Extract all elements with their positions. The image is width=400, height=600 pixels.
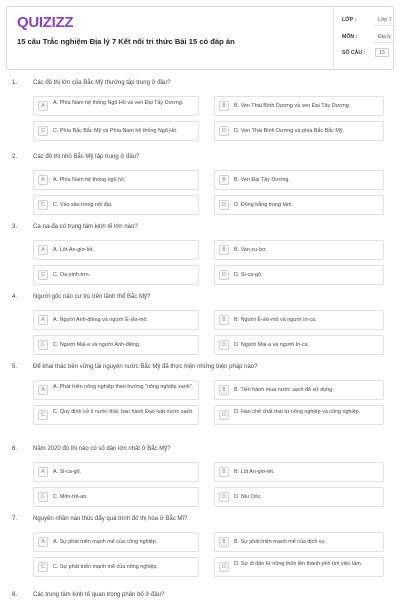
option-b[interactable]	[214, 240, 384, 260]
question-text: Năm 2020 đô thị nào có số dân lớn nhất ở Bắc Mỹ?	[33, 446, 171, 452]
option-text: B. Van-cu-bơ.	[234, 247, 268, 253]
option-text: B. Lốt An-giơ-lét.	[234, 469, 275, 475]
option-c[interactable]	[33, 335, 199, 355]
option-letter: B	[219, 101, 229, 111]
option-text: D. Niu Oóc.	[234, 494, 262, 500]
option-letter: C	[38, 340, 48, 350]
option-text: B. Sự phát triển mạnh mẽ của dịch vụ.	[234, 539, 327, 545]
option-text: C. Người Mai-a và người Anh-điêng.	[53, 342, 141, 348]
option-letter: D	[219, 410, 229, 420]
option-text: B. Ven Đại Tây Dương.	[234, 177, 290, 183]
meta-class-value: Lớp 7	[378, 17, 392, 23]
option-letter: B	[219, 175, 229, 185]
option-letter: A	[38, 101, 48, 111]
option-a[interactable]	[33, 96, 199, 116]
option-letter: A	[38, 537, 48, 547]
option-text: A. Lốt-An-giơ-lét.	[53, 247, 94, 253]
option-text: C. Môn-trê-an.	[53, 494, 88, 500]
option-text: B. Người Ê-xki-mô và người In-ca.	[234, 317, 317, 323]
option-text: A. Phát triển nông nghiệp theo hướng "nông nghiệp xanh".	[53, 384, 194, 390]
option-a[interactable]	[33, 532, 199, 552]
option-letter: D	[219, 340, 229, 350]
option-d[interactable]	[214, 405, 384, 425]
question-number: 1.	[12, 80, 18, 86]
meta-count	[342, 50, 392, 62]
option-letter: A	[38, 175, 48, 185]
option-a[interactable]	[33, 380, 199, 400]
question-text: Để khai thác bền vững tài nguyên nước Bắc Mỹ đã thực hiện những biện pháp nào?	[33, 364, 258, 370]
option-letter: C	[38, 562, 48, 572]
question-number: 5.	[12, 364, 18, 370]
option-d[interactable]	[214, 121, 384, 141]
meta-subject-value: Địa lý	[378, 34, 391, 40]
option-c[interactable]	[33, 405, 199, 425]
option-d[interactable]	[214, 335, 384, 355]
option-d[interactable]	[214, 487, 384, 507]
option-b[interactable]	[214, 380, 384, 400]
option-text: A. Phía Nam hệ thống ngũ hồ.	[53, 177, 126, 183]
option-letter: B	[219, 467, 229, 477]
meta-class	[342, 17, 392, 29]
option-letter: C	[38, 200, 48, 210]
option-letter: D	[219, 126, 229, 136]
question-number: 6.	[12, 446, 18, 452]
option-text: D. Đồng bằng trung tâm.	[234, 202, 294, 208]
option-letter: D	[219, 562, 229, 572]
option-a[interactable]	[33, 170, 199, 190]
meta-class-label: LỚP :	[342, 17, 357, 23]
option-b[interactable]	[214, 96, 384, 116]
option-letter: A	[38, 467, 48, 477]
option-c[interactable]	[33, 487, 199, 507]
question-text: Các đô thị nhỏ Bắc Mỹ tập trung ở đâu?	[33, 154, 140, 160]
option-text: C. Phía Bắc Bắc Mỹ và Phía Nam hệ thống Ngũ Hồ.	[53, 128, 178, 134]
question-text: Nguyên nhân nào thúc đẩy quá trình đô thị hóa ở Bắc Mĩ?	[33, 516, 188, 522]
option-letter: C	[38, 126, 48, 136]
option-text: D. Người Mai-a và người In-ca.	[234, 342, 310, 348]
option-d[interactable]	[214, 557, 384, 577]
meta-divider	[374, 42, 396, 43]
question-number: 3.	[12, 224, 18, 230]
option-text: D. Si-ca-gô.	[234, 272, 263, 278]
worksheet-meta	[333, 7, 395, 69]
option-letter: C	[38, 410, 48, 420]
question-text: Các đô thị lớn của Bắc Mỹ thường tập trung ở đâu?	[33, 80, 171, 86]
option-letter: D	[219, 200, 229, 210]
option-text: A. Si-ca-gô.	[53, 469, 82, 475]
option-letter: A	[38, 315, 48, 325]
option-d[interactable]	[214, 265, 384, 285]
question-text: Các trung tâm kinh tế quan trọng phân bố ở đâu?	[33, 592, 165, 598]
option-b[interactable]	[214, 310, 384, 330]
meta-count-value: 15	[375, 48, 389, 57]
question-number: 2.	[12, 154, 18, 160]
question-text: Người gốc nào cư trú trên lãnh thổ Bắc Mỹ?	[33, 294, 151, 300]
option-letter: C	[38, 270, 48, 280]
option-text: B. Tiến hành mua nước sạch để sử dụng.	[234, 387, 334, 393]
option-c[interactable]	[33, 121, 199, 141]
option-a[interactable]	[33, 310, 199, 330]
option-letter: C	[38, 492, 48, 502]
meta-count-label: SỐ CÂU :	[342, 50, 366, 56]
option-text: D. Ven Thái Bình Dương và phía Bắc Bắc Mỹ.	[234, 128, 345, 134]
option-letter: B	[219, 315, 229, 325]
option-letter: A	[38, 245, 48, 255]
option-text: B. Ven Thái Bình Dương và ven Đại Tây Dương.	[234, 103, 351, 109]
option-d[interactable]	[214, 195, 384, 215]
option-text: A. Phía Nam hệ thống Ngũ Hồ và ven Đại Tây Dương.	[53, 100, 184, 106]
option-b[interactable]	[214, 462, 384, 482]
option-text: D. Hạn chế chất thải từ nông nghiệp và công nghiệp.	[234, 409, 361, 415]
option-letter: D	[219, 270, 229, 280]
question-number: 4.	[12, 294, 18, 300]
option-a[interactable]	[33, 462, 199, 482]
quizizz-logo[interactable]: QUIZIZZ	[17, 14, 74, 31]
option-text: D. Sự di dân từ nông thôn lên thành phố tìm việc làm.	[234, 561, 363, 567]
option-text: C. Sự phát triển mạnh mẽ của nông nghiệp.	[53, 564, 158, 570]
option-a[interactable]	[33, 240, 199, 260]
worksheet-header	[6, 6, 394, 70]
meta-subject-label: MÔN :	[342, 34, 358, 40]
worksheet-title: 15 câu Trắc nghiệm Địa lý 7 Kết nối tri thức Bài 15 có đáp án	[17, 37, 235, 46]
question-text: Ca-na-đa có trung tâm kinh tế lớn nào?	[33, 224, 138, 230]
meta-divider	[374, 25, 396, 26]
option-b[interactable]	[214, 532, 384, 552]
option-c[interactable]	[33, 195, 199, 215]
question-number: 7.	[12, 516, 18, 522]
option-c[interactable]	[33, 265, 199, 285]
option-text: C. Oa-sinh-tơn.	[53, 272, 91, 278]
option-text: C. Quy định xử lí nước thải, ban hành Đạo luật nước sạch.	[53, 409, 194, 415]
option-letter: B	[219, 385, 229, 395]
option-letter: B	[219, 245, 229, 255]
option-letter: D	[219, 492, 229, 502]
option-text: A. Người Anh-điêng và người Ê-xki-mô.	[53, 317, 148, 323]
option-letter: B	[219, 537, 229, 547]
option-c[interactable]	[33, 557, 199, 577]
option-text: C. Vào sâu trong nội địa.	[53, 202, 113, 208]
meta-subject	[342, 34, 392, 46]
option-letter: A	[38, 385, 48, 395]
option-b[interactable]	[214, 170, 384, 190]
question-number: 8.	[12, 592, 18, 598]
option-text: A. Sự phát triển mạnh mẽ của công nghiệp.	[53, 539, 158, 545]
